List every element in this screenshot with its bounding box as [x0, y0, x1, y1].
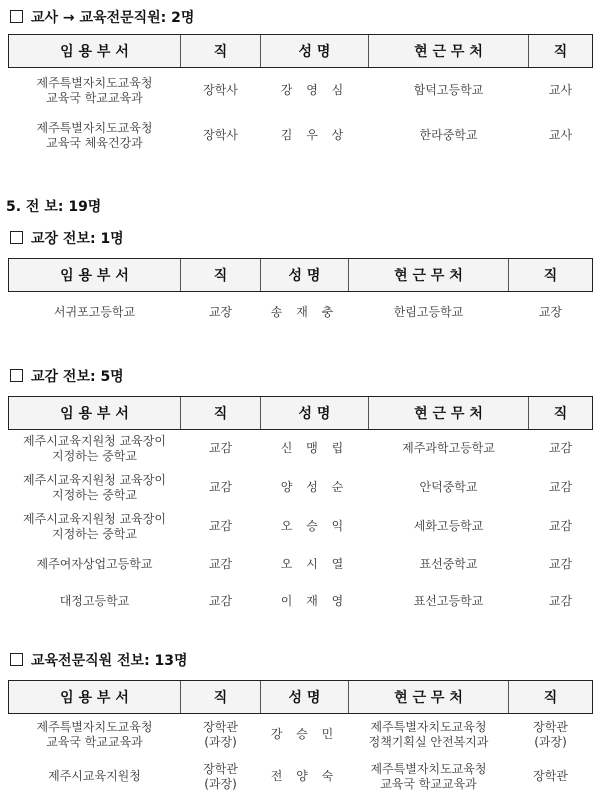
prev-position-cell-line: 교사 [548, 83, 573, 98]
dept-cell-line: 제주시교육지원청 교육장이 [23, 433, 166, 448]
prev-position-cell [509, 292, 593, 334]
checkbox-square-icon [10, 653, 23, 666]
person-name: 이 재 영 [280, 593, 349, 608]
prev-position-cell [529, 468, 593, 508]
current-school-cell-line: 함덕고등학교 [413, 83, 484, 98]
dept-cell-line: 제주여자상업고등학교 [36, 556, 153, 571]
dept-cell-line: 제주시교육지원청 교육장이 [23, 511, 166, 526]
position-cell [181, 714, 261, 756]
current-school-cell-line: 한라중학교 [419, 128, 478, 142]
name-cell [261, 756, 349, 798]
current-school-cell [369, 68, 529, 114]
table-principal [8, 258, 593, 334]
position-cell-line: 장학사 [203, 83, 238, 98]
table-row [9, 583, 593, 620]
prev-position-cell-line: 교감 [548, 480, 573, 494]
prev-position-cell-line: 장학관 [533, 719, 568, 734]
dept-cell-line: 대정고등학교 [59, 593, 130, 608]
dept-cell [9, 756, 181, 798]
prev-position-cell [529, 583, 593, 620]
position-cell-line: 장학관 [203, 719, 238, 734]
name-cell [261, 292, 349, 334]
prev-position-cell [509, 756, 593, 798]
position-cell [181, 468, 261, 508]
name-cell [261, 68, 369, 114]
header-name: 성 명 [261, 681, 349, 714]
table-row [9, 756, 593, 798]
section-title: 교육전문직원 전보: 13명 [31, 653, 188, 669]
header-current: 현 근 무 처 [369, 35, 529, 68]
person-name: 강 승 민 [270, 727, 339, 742]
dept-cell-line: 지정하는 중학교 [52, 448, 137, 463]
name-cell [261, 430, 369, 468]
section-heading-specialist [10, 650, 188, 670]
header-dept: 임 용 부 서 [9, 681, 181, 714]
dept-cell [9, 68, 181, 114]
table-row [9, 714, 593, 756]
header-current: 현 근 무 처 [349, 681, 509, 714]
person-name: 김 우 상 [280, 128, 349, 142]
table-vice-principal [8, 396, 593, 620]
prev-position-cell-line: 교장 [538, 305, 563, 320]
table-row [9, 508, 593, 546]
prev-position-cell [509, 714, 593, 756]
prev-position-cell [529, 430, 593, 468]
position-cell [181, 114, 261, 158]
position-cell [181, 508, 261, 546]
header-name: 성 명 [261, 397, 369, 430]
table-teacher-to-specialist [8, 34, 593, 158]
dept-cell-line: 지정하는 중학교 [52, 487, 137, 502]
position-cell [181, 583, 261, 620]
current-school-cell [369, 430, 529, 468]
name-cell [261, 546, 369, 583]
dept-cell-line: 제주특별자치도교육청 [36, 75, 153, 90]
person-name: 양 성 순 [280, 480, 349, 494]
dept-cell-line: 교육국 학교교육과 [46, 90, 143, 105]
position-cell [181, 756, 261, 798]
position-cell-line: 교장 [208, 305, 233, 320]
prev-position-cell-line: 교감 [548, 519, 573, 533]
name-cell [261, 114, 369, 158]
dept-cell-line: 지정하는 중학교 [52, 526, 137, 541]
current-school-cell-line: 안덕중학교 [419, 480, 478, 494]
dept-cell-line: 교육국 체육건강과 [46, 135, 143, 150]
prev-position-cell-line: 장학관 [533, 769, 568, 783]
table-row [9, 68, 593, 114]
section-title: 교사 → 교육전문직원: 2명 [31, 10, 195, 26]
current-school-cell [349, 756, 509, 798]
current-school-cell [349, 714, 509, 756]
table-row [9, 292, 593, 334]
header-current: 현 근 무 처 [369, 397, 529, 430]
header-prev-position: 직 [529, 35, 593, 68]
header-dept: 임 용 부 서 [9, 35, 181, 68]
header-prev-position: 직 [509, 681, 593, 714]
name-cell [261, 508, 369, 546]
section-heading-teacher-to-specialist [10, 7, 194, 27]
dept-cell-line: 교육국 학교교육과 [46, 734, 143, 749]
current-school-cell-line: 표선중학교 [419, 556, 478, 571]
section-title: 교장 전보: 1명 [31, 231, 124, 247]
current-school-cell [369, 508, 529, 546]
person-name: 전 양 숙 [270, 769, 339, 783]
dept-cell [9, 292, 181, 334]
name-cell [261, 583, 369, 620]
person-name: 강 영 심 [280, 83, 349, 98]
table-row [9, 114, 593, 158]
current-school-cell-line: 제주과학고등학교 [402, 441, 495, 456]
header-name: 성 명 [261, 35, 369, 68]
position-cell-line: 교감 [208, 519, 233, 533]
checkbox-square-icon [10, 369, 23, 382]
current-school-cell [369, 583, 529, 620]
current-school-cell-line: 정책기획실 안전복지과 [368, 734, 489, 749]
dept-cell-line: 제주시교육지원청 [48, 769, 141, 783]
position-cell-line: 장학관 [203, 761, 238, 776]
person-name: 오 시 열 [280, 556, 349, 571]
dept-cell [9, 430, 181, 468]
prev-position-cell-line: 교감 [548, 593, 573, 608]
prev-position-cell [529, 508, 593, 546]
prev-position-cell [529, 546, 593, 583]
current-school-cell [369, 114, 529, 158]
position-cell-line: (과장) [204, 734, 237, 749]
header-prev-position: 직 [529, 397, 593, 430]
prev-position-cell-line: (과장) [534, 734, 567, 749]
prev-position-cell-line: 교감 [548, 441, 573, 456]
position-cell-line: 교감 [208, 480, 233, 494]
name-cell [261, 468, 369, 508]
dept-cell-line: 제주시교육지원청 교육장이 [23, 472, 166, 487]
position-cell [181, 546, 261, 583]
prev-position-cell [529, 114, 593, 158]
position-cell [181, 68, 261, 114]
position-cell [181, 292, 261, 334]
current-school-cell-line: 교육국 학교교육과 [380, 776, 477, 791]
name-cell [261, 714, 349, 756]
person-name: 신 맹 립 [280, 441, 349, 456]
section-heading-principal [10, 228, 124, 248]
header-position: 직 [181, 681, 261, 714]
header-position: 직 [181, 259, 261, 292]
dept-cell-line: 제주특별자치도교육청 [36, 719, 153, 734]
checkbox-square-icon [10, 231, 23, 244]
current-school-cell-line: 제주특별자치도교육청 [370, 719, 487, 734]
table-row [9, 430, 593, 468]
checkbox-square-icon [10, 10, 23, 23]
dept-cell [9, 714, 181, 756]
current-school-cell-line: 세화고등학교 [413, 519, 484, 533]
section-heading-vice-principal [10, 366, 124, 386]
dept-cell [9, 583, 181, 620]
dept-cell-line: 서귀포고등학교 [53, 305, 136, 320]
dept-cell [9, 508, 181, 546]
section-5-heading: 5. 전 보: 19명 [6, 199, 102, 215]
header-dept: 임 용 부 서 [9, 397, 181, 430]
position-cell-line: (과장) [204, 776, 237, 791]
position-cell-line: 교감 [208, 556, 233, 571]
header-name: 성 명 [261, 259, 349, 292]
prev-position-cell [529, 68, 593, 114]
current-school-cell-line: 제주특별자치도교육청 [370, 761, 487, 776]
dept-cell [9, 546, 181, 583]
person-name: 송 재 충 [270, 305, 339, 320]
prev-position-cell-line: 교사 [548, 128, 573, 142]
header-prev-position: 직 [509, 259, 593, 292]
position-cell-line: 교감 [208, 441, 233, 456]
person-name: 오 승 익 [280, 519, 349, 533]
table-row [9, 546, 593, 583]
header-current: 현 근 무 처 [349, 259, 509, 292]
dept-cell [9, 468, 181, 508]
current-school-cell-line: 표선고등학교 [413, 593, 484, 608]
current-school-cell [349, 292, 509, 334]
current-school-cell-line: 한림고등학교 [393, 305, 464, 320]
section-title: 교감 전보: 5명 [31, 369, 124, 385]
dept-cell-line: 제주특별자치도교육청 [36, 120, 153, 135]
current-school-cell [369, 468, 529, 508]
header-dept: 임 용 부 서 [9, 259, 181, 292]
position-cell [181, 430, 261, 468]
header-position: 직 [181, 35, 261, 68]
position-cell-line: 교감 [208, 593, 233, 608]
table-specialist [8, 680, 593, 798]
header-position: 직 [181, 397, 261, 430]
current-school-cell [369, 546, 529, 583]
dept-cell [9, 114, 181, 158]
position-cell-line: 장학사 [203, 128, 238, 142]
prev-position-cell-line: 교감 [548, 556, 573, 571]
table-row [9, 468, 593, 508]
